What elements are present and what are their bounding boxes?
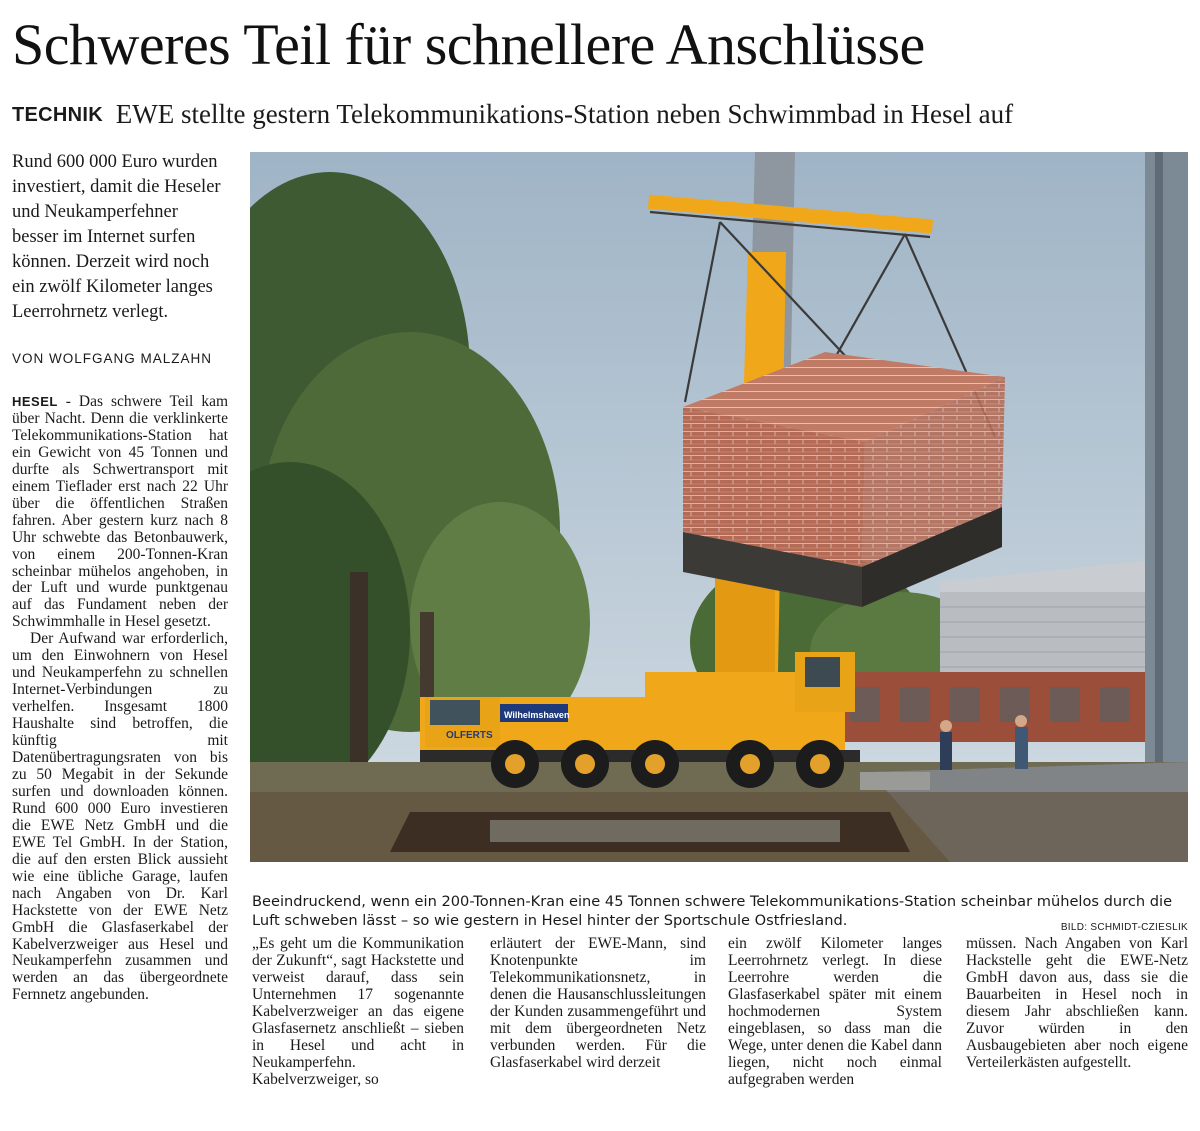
paragraph: „Es geht um die Kommunikation der Zukunft“, sagt Hackstette und verweist darauf, dass sein Unternehmen 17 sogenannte Kabelverzweiger an das eigene Glasfasernetz anschließt – sieben in Hesel und acht in Neukamperfehn. Kabelverzweiger, so (252, 935, 464, 1088)
paragraph-text: - Das schwere Teil kam über Nacht. Denn die verklinkerte Telekommunikations-Station hat ein Gewicht von 45 Tonnen und durfte als Schwertransport mit einem Tieflader erst nach 22 Uhr über die öffentlichen Straßen fahren. Aber gestern kurz nach 8 Uhr schwebte das Betonbauwerk, von einem 200-Tonnen-Kran scheinbar mühelos angehoben, in der Luft und wurde punktgenau auf das Fundament neben der Schwimmhalle in Hesel gesetzt. (12, 393, 228, 631)
photo-illustration (250, 152, 1188, 862)
paragraph: erläutert der EWE-Mann, sind Knotenpunkte im Telekommunikationsnetz, in denen die Hausanschlussleitungen der Kunden zusammengeführt und mit dem übergeordneten Netz verbunden werden. Für die Glasfaserkabel wird derzeit (490, 935, 706, 1071)
photo-credit: BILD: SCHMIDT-CZIESLIK (1060, 922, 1188, 933)
crane-lettering: Wilhelmshaven (504, 710, 570, 720)
crane-photo (250, 152, 1188, 862)
paragraph: ein zwölf Kilometer langes Leerrohrnetz verlegt. In diese Leerrohre werden die Glasfaserkabel später mit einem hochmodernen System eingeblasen, so dass man die Wege, unter denen die Kabel dann liegen, nicht noch einmal aufgegraben werden (728, 935, 942, 1088)
article-column-2 (252, 936, 464, 1089)
photo-caption: Beeindruckend, wenn ein 200-Tonnen-Kran eine 45 Tonnen schwere Telekommunikations-Station scheinbar mühelos durch die Luft schweben lässt – so wie gestern in Hesel hinter der Sportschule Ostfriesland. (252, 893, 1173, 929)
article-column-4 (728, 936, 942, 1089)
subheadline-line (12, 96, 1192, 133)
byline: VON WOLFGANG MALZAHN (12, 351, 213, 366)
article-column-1 (12, 394, 228, 1004)
headline: Schweres Teil für schnellere Anschlüsse (12, 12, 925, 77)
kicker: TECHNIK (12, 104, 103, 126)
article-column-3 (490, 936, 706, 1072)
article-column-5 (966, 936, 1188, 1072)
paragraph: Der Aufwand war erforderlich, um den Einwohnern von Hesel und Neukamperfehn zu schnellen Internet-Verbindungen zu verhelfen. Insgesamt 1800 Haushalte sind betroffen, die künftig mit Datenübertragungsraten von bis zu 50 Megabit in der Sekunde surfen und downloaden können. Rund 600 000 Euro investieren die EWE Netz GmbH und die EWE Tel GmbH. In der Station, die auf den ersten Blick aussieht wie eine übliche Garage, laufen nach Angaben von Dr. Karl Hackstette von der EWE Netz GmbH die Glasfaserkabel der Kabelverzweiger aus Hesel und Neukamperfehn zusammen und werden an das übergeordnete Fernnetz angebunden. (12, 630, 228, 1004)
dateline: HESEL (12, 394, 58, 409)
subheadline: EWE stellte gestern Telekommunikations-Station neben Schwimmbad in Hesel auf (115, 99, 1014, 129)
paragraph: müssen. Nach Angaben von Karl Hackstelle geht die EWE-Netz GmbH davon aus, dass sie die Bauarbeiten in Hesel noch in diesem Jahr abschließen kann. Zuvor würden in den Ausbaugebieten aber noch eigene Verteilerkästen aufgestellt. (966, 935, 1188, 1071)
paragraph (12, 394, 228, 631)
lead-paragraph: Rund 600 000 Euro wurden investiert, damit die Heseler und Neukamperfehner besser im Internet surfen können. Derzeit wird noch ein zwölf Kilometer langes Leerrohrnetz verlegt. (12, 152, 221, 322)
truck-lettering: OLFERTS (446, 730, 493, 741)
